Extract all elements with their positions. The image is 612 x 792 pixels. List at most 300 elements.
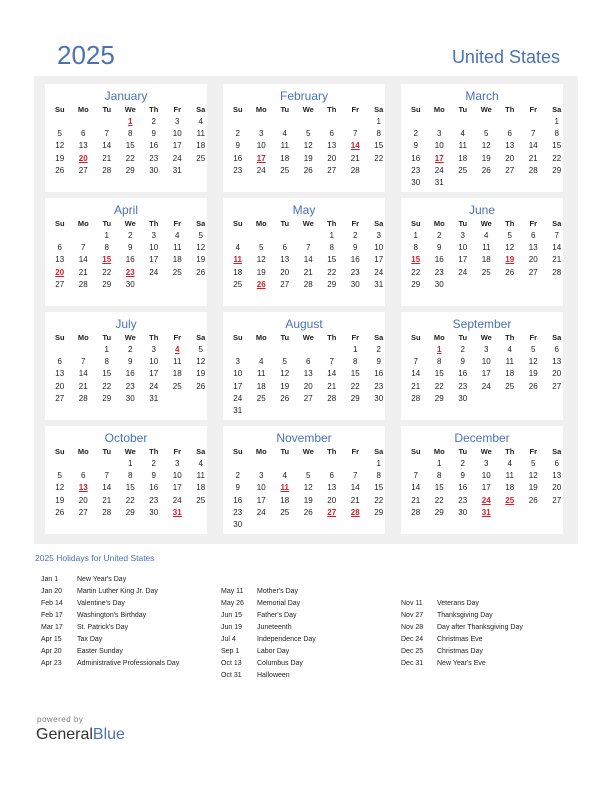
month-name: February <box>279 89 329 103</box>
day: 12 <box>196 357 206 367</box>
day: 21 <box>78 267 88 277</box>
day: 27 <box>528 267 538 277</box>
holiday-name: Christmas Day <box>437 648 483 655</box>
holiday-date: Oct 13 <box>221 660 242 667</box>
empty-day <box>250 230 274 242</box>
brand-blue: Blue <box>92 726 125 743</box>
day: 11 <box>505 471 514 481</box>
weekday-label: We <box>480 447 492 456</box>
empty-day <box>297 405 321 417</box>
week-row <box>401 267 563 279</box>
empty-day <box>451 177 475 189</box>
day: 3 <box>175 459 180 468</box>
day: 21 <box>350 153 360 163</box>
empty-day <box>72 458 96 470</box>
weekday-label: Mo <box>77 333 89 342</box>
day: 25 <box>505 381 515 391</box>
day: 14 <box>78 369 88 379</box>
weekday-header <box>45 332 207 344</box>
weekday-label: Su <box>54 219 65 228</box>
week-row <box>223 267 385 279</box>
weekday-label: Su <box>410 333 421 342</box>
day: 9 <box>437 243 442 253</box>
day: 19 <box>196 255 206 265</box>
day: 21 <box>528 153 538 163</box>
weekday-label: Su <box>410 105 421 114</box>
holiday-name: Administrative Professionals Day <box>77 660 180 667</box>
day: 3 <box>484 459 489 468</box>
day: 25 <box>172 381 182 391</box>
empty-day <box>475 279 499 291</box>
holiday-date: Feb 14 <box>41 600 63 607</box>
day: 21 <box>411 495 421 505</box>
holiday-name: Mother's Day <box>257 588 299 595</box>
day: 30 <box>149 507 159 517</box>
empty-day <box>344 405 368 417</box>
day: 3 <box>376 231 381 240</box>
week-row <box>401 381 563 393</box>
day: 30 <box>233 519 243 529</box>
day: 8 <box>104 357 109 367</box>
month-august <box>223 312 385 420</box>
day: 31 <box>374 279 384 289</box>
weekday-label: Tu <box>280 333 290 342</box>
holiday-date: Dec 25 <box>401 648 424 655</box>
day: 30 <box>458 507 468 517</box>
holiday-date: Oct 31 <box>221 672 242 679</box>
country-title: United States <box>451 47 560 67</box>
week-row <box>401 393 563 405</box>
empty-day <box>522 393 546 405</box>
day: 4 <box>484 231 489 240</box>
day: 8 <box>437 357 442 367</box>
weekday-label: Tu <box>458 447 468 456</box>
day: 16 <box>374 369 384 379</box>
day: 6 <box>282 243 287 253</box>
day: 1 <box>353 345 358 354</box>
empty-day <box>166 393 190 405</box>
holiday-name: Labor Day <box>257 648 290 655</box>
holiday-name: Washington's Birthday <box>77 612 147 619</box>
day: 29 <box>102 279 112 289</box>
weekday-label: Fr <box>173 447 181 456</box>
day: 22 <box>374 495 384 505</box>
holiday-name: St. Patrick's Day <box>77 624 129 631</box>
empty-day <box>451 116 475 128</box>
week-row <box>401 279 563 291</box>
holiday-day: 11 <box>280 483 289 493</box>
empty-day <box>475 177 499 189</box>
day: 6 <box>81 129 86 139</box>
empty-day <box>404 458 428 470</box>
day: 10 <box>149 357 159 367</box>
day: 21 <box>411 381 421 391</box>
day: 5 <box>306 129 311 139</box>
day: 1 <box>437 459 442 468</box>
day: 22 <box>552 153 562 163</box>
day: 10 <box>374 243 384 253</box>
day: 24 <box>434 165 444 175</box>
empty-day <box>498 393 522 405</box>
day: 11 <box>280 141 289 151</box>
weekday-label: Fr <box>529 333 537 342</box>
weekday-label: Th <box>149 447 159 456</box>
month-name: March <box>465 89 499 103</box>
day: 13 <box>552 357 562 367</box>
day: 20 <box>327 495 337 505</box>
day: 28 <box>552 267 562 277</box>
empty-day <box>226 458 250 470</box>
day: 27 <box>78 165 88 175</box>
day: 3 <box>484 345 489 354</box>
day: 3 <box>175 117 180 126</box>
holiday-name: Martin Luther King Jr. Day <box>77 588 158 595</box>
week-row <box>45 393 207 405</box>
day: 30 <box>149 165 159 175</box>
holiday-name: Day after Thanksgiving Day <box>437 624 523 631</box>
day: 2 <box>151 459 156 468</box>
day: 10 <box>481 357 491 367</box>
week-row <box>223 393 385 405</box>
day: 30 <box>350 279 360 289</box>
day: 8 <box>329 243 334 253</box>
empty-day <box>226 116 250 128</box>
holiday-row <box>41 610 179 622</box>
holidays-title: 2025 Holidays for United States <box>35 553 155 563</box>
empty-day <box>367 519 391 531</box>
holiday-name: Father's Day <box>257 612 297 619</box>
empty-day <box>428 116 452 128</box>
weekday-label: Sa <box>552 219 562 228</box>
day: 12 <box>481 141 491 151</box>
day: 30 <box>374 393 384 403</box>
weekday-label: Sa <box>196 447 206 456</box>
holiday-date: Apr 23 <box>41 660 62 667</box>
day: 28 <box>102 165 112 175</box>
holiday-date: Jan 1 <box>41 576 59 583</box>
day: 11 <box>458 141 467 151</box>
day: 21 <box>78 381 88 391</box>
holiday-date: Mar 17 <box>41 624 63 631</box>
holiday-day: 17 <box>256 153 266 163</box>
day: 17 <box>481 483 491 493</box>
day: 22 <box>327 267 337 277</box>
weekday-label: Su <box>54 333 65 342</box>
empty-day <box>72 116 96 128</box>
day: 24 <box>149 267 159 277</box>
day: 8 <box>413 243 418 253</box>
week-row <box>223 230 385 242</box>
weekday-label: Th <box>505 105 515 114</box>
holiday-day: 25 <box>505 495 515 505</box>
month-name: September <box>452 317 512 331</box>
day: 20 <box>327 153 337 163</box>
empty-day <box>297 230 321 242</box>
holiday-date: Nov 11 <box>401 600 423 607</box>
day: 29 <box>125 165 135 175</box>
holiday-row <box>221 658 316 670</box>
day: 29 <box>102 393 112 403</box>
weekday-label: Su <box>410 447 421 456</box>
empty-day <box>545 177 569 189</box>
month-name: July <box>115 317 137 331</box>
day: 10 <box>458 243 468 253</box>
week-row <box>223 405 385 417</box>
day: 31 <box>434 177 444 187</box>
day: 2 <box>376 345 381 354</box>
day: 13 <box>327 141 337 151</box>
week-row <box>45 368 207 380</box>
day: 27 <box>280 279 290 289</box>
weekday-label: Th <box>505 219 515 228</box>
day: 3 <box>437 129 442 139</box>
week-row <box>223 254 385 266</box>
day: 12 <box>280 369 290 379</box>
week-row <box>223 242 385 254</box>
day: 14 <box>327 369 337 379</box>
day: 19 <box>528 369 538 379</box>
day: 8 <box>376 471 381 481</box>
weekday-label: Sa <box>552 447 562 456</box>
day: 18 <box>172 255 182 265</box>
day: 11 <box>196 129 205 139</box>
day: 2 <box>151 117 156 126</box>
weekday-label: Fr <box>173 105 181 114</box>
weekday-label: Th <box>505 333 515 342</box>
holiday-date: Apr 20 <box>41 648 62 655</box>
day: 4 <box>282 471 287 481</box>
week-row <box>401 507 563 519</box>
day: 17 <box>233 381 243 391</box>
empty-day <box>320 519 344 531</box>
month-name: August <box>285 317 323 331</box>
day: 3 <box>259 471 264 481</box>
day: 16 <box>149 483 159 493</box>
holiday-date: Nov 27 <box>401 612 424 619</box>
day: 16 <box>233 495 243 505</box>
holiday-day: 31 <box>481 507 491 517</box>
holiday-date: Jun 15 <box>221 612 243 619</box>
weekday-label: Th <box>327 333 337 342</box>
week-row <box>401 368 563 380</box>
weekday-label: Sa <box>196 333 206 342</box>
weekday-label: Mo <box>433 447 445 456</box>
empty-day <box>475 393 499 405</box>
week-row <box>223 165 385 177</box>
weekday-label: Tu <box>458 333 468 342</box>
day: 22 <box>374 153 384 163</box>
month-name: June <box>468 203 496 217</box>
day: 13 <box>280 255 290 265</box>
day: 26 <box>528 381 538 391</box>
day: 6 <box>554 345 559 354</box>
day: 29 <box>434 393 444 403</box>
day: 28 <box>411 393 421 403</box>
day: 9 <box>235 141 240 151</box>
day: 23 <box>374 381 384 391</box>
day: 13 <box>505 141 515 151</box>
week-row <box>45 254 207 266</box>
week-row <box>45 356 207 368</box>
day: 25 <box>256 393 266 403</box>
day: 26 <box>280 393 290 403</box>
day: 26 <box>196 381 206 391</box>
day: 22 <box>411 267 421 277</box>
day: 13 <box>327 483 337 493</box>
holiday-column <box>401 598 523 670</box>
day: 14 <box>528 141 538 151</box>
empty-day <box>545 279 569 291</box>
day: 12 <box>505 243 515 253</box>
empty-day <box>189 393 213 405</box>
day: 12 <box>196 243 206 253</box>
day: 26 <box>55 165 65 175</box>
day: 18 <box>280 153 290 163</box>
day: 2 <box>235 129 240 139</box>
day: 26 <box>55 507 65 517</box>
day: 17 <box>149 255 159 265</box>
weekday-label: Tu <box>102 333 112 342</box>
day: 26 <box>303 165 313 175</box>
day: 16 <box>434 255 444 265</box>
day: 6 <box>57 243 62 253</box>
holiday-row <box>401 610 523 622</box>
day: 25 <box>196 153 206 163</box>
day: 12 <box>528 471 538 481</box>
weekday-label: We <box>302 105 314 114</box>
month-january <box>45 84 207 192</box>
day: 30 <box>125 279 135 289</box>
week-row <box>401 344 563 356</box>
weekday-label: Mo <box>433 105 445 114</box>
holiday-row <box>221 646 316 658</box>
day: 29 <box>350 393 360 403</box>
day: 2 <box>128 345 133 354</box>
day: 2 <box>460 345 465 354</box>
holiday-row <box>41 622 179 634</box>
empty-day <box>48 458 72 470</box>
holiday-day: 13 <box>78 483 88 493</box>
holiday-day: 31 <box>172 507 182 517</box>
empty-day <box>48 230 72 242</box>
day: 31 <box>233 405 243 415</box>
day: 31 <box>172 165 182 175</box>
day: 14 <box>411 369 421 379</box>
day: 7 <box>413 471 418 481</box>
weekday-label: We <box>124 105 136 114</box>
day: 6 <box>531 231 536 240</box>
weekday-label: Mo <box>255 105 267 114</box>
weekday-label: Su <box>232 219 243 228</box>
empty-day <box>545 507 569 519</box>
empty-day <box>344 458 368 470</box>
week-row <box>45 165 207 177</box>
day: 27 <box>78 507 88 517</box>
day: 23 <box>411 165 421 175</box>
week-row <box>401 230 563 242</box>
day: 18 <box>481 255 491 265</box>
day: 7 <box>81 357 86 367</box>
holiday-day: 27 <box>327 507 337 517</box>
day: 23 <box>233 507 243 517</box>
holiday-day: 24 <box>481 495 491 505</box>
day: 10 <box>256 141 266 151</box>
brand-logo <box>36 726 125 744</box>
holiday-row <box>41 586 179 598</box>
empty-day <box>95 116 119 128</box>
holiday-row <box>401 622 523 634</box>
week-row <box>45 279 207 291</box>
day: 23 <box>350 267 360 277</box>
day: 16 <box>458 369 468 379</box>
empty-day <box>189 165 213 177</box>
empty-day <box>320 405 344 417</box>
empty-day <box>498 507 522 519</box>
weekday-header <box>401 332 563 344</box>
day: 27 <box>303 393 313 403</box>
day: 18 <box>505 483 515 493</box>
weekday-label: We <box>124 333 136 342</box>
day: 19 <box>303 153 313 163</box>
empty-day <box>498 177 522 189</box>
empty-day <box>273 519 297 531</box>
day: 1 <box>376 459 381 468</box>
day: 5 <box>306 471 311 481</box>
week-row <box>401 458 563 470</box>
holiday-date: Apr 15 <box>41 636 62 643</box>
day: 18 <box>458 153 468 163</box>
day: 15 <box>327 255 337 265</box>
day: 5 <box>198 345 203 354</box>
holiday-row <box>401 646 523 658</box>
holiday-row <box>41 646 179 658</box>
day: 7 <box>104 129 109 139</box>
weekday-label: Tu <box>102 447 112 456</box>
day: 4 <box>198 117 203 126</box>
day: 23 <box>149 153 159 163</box>
day: 7 <box>413 357 418 367</box>
weekday-label: Sa <box>552 105 562 114</box>
day: 3 <box>259 129 264 139</box>
day: 6 <box>507 129 512 139</box>
day: 15 <box>434 369 444 379</box>
day: 13 <box>55 255 65 265</box>
day: 24 <box>256 165 266 175</box>
week-row <box>401 153 563 165</box>
day: 27 <box>552 495 562 505</box>
holiday-name: Independence Day <box>257 636 316 643</box>
weekday-label: Fr <box>173 333 181 342</box>
day: 1 <box>128 459 133 468</box>
holiday-day: 14 <box>350 141 360 151</box>
empty-day <box>320 344 344 356</box>
day: 23 <box>233 165 243 175</box>
week-row <box>45 381 207 393</box>
day: 19 <box>55 495 65 505</box>
day: 9 <box>235 483 240 493</box>
holiday-name: Thanksgiving Day <box>437 612 493 619</box>
week-row <box>223 356 385 368</box>
day: 14 <box>102 483 112 493</box>
day: 16 <box>125 255 135 265</box>
day: 11 <box>482 243 491 253</box>
weekday-label: Fr <box>529 447 537 456</box>
week-row <box>401 140 563 152</box>
day: 17 <box>458 255 468 265</box>
empty-day <box>451 279 475 291</box>
day: 4 <box>235 243 240 253</box>
day: 14 <box>411 483 421 493</box>
